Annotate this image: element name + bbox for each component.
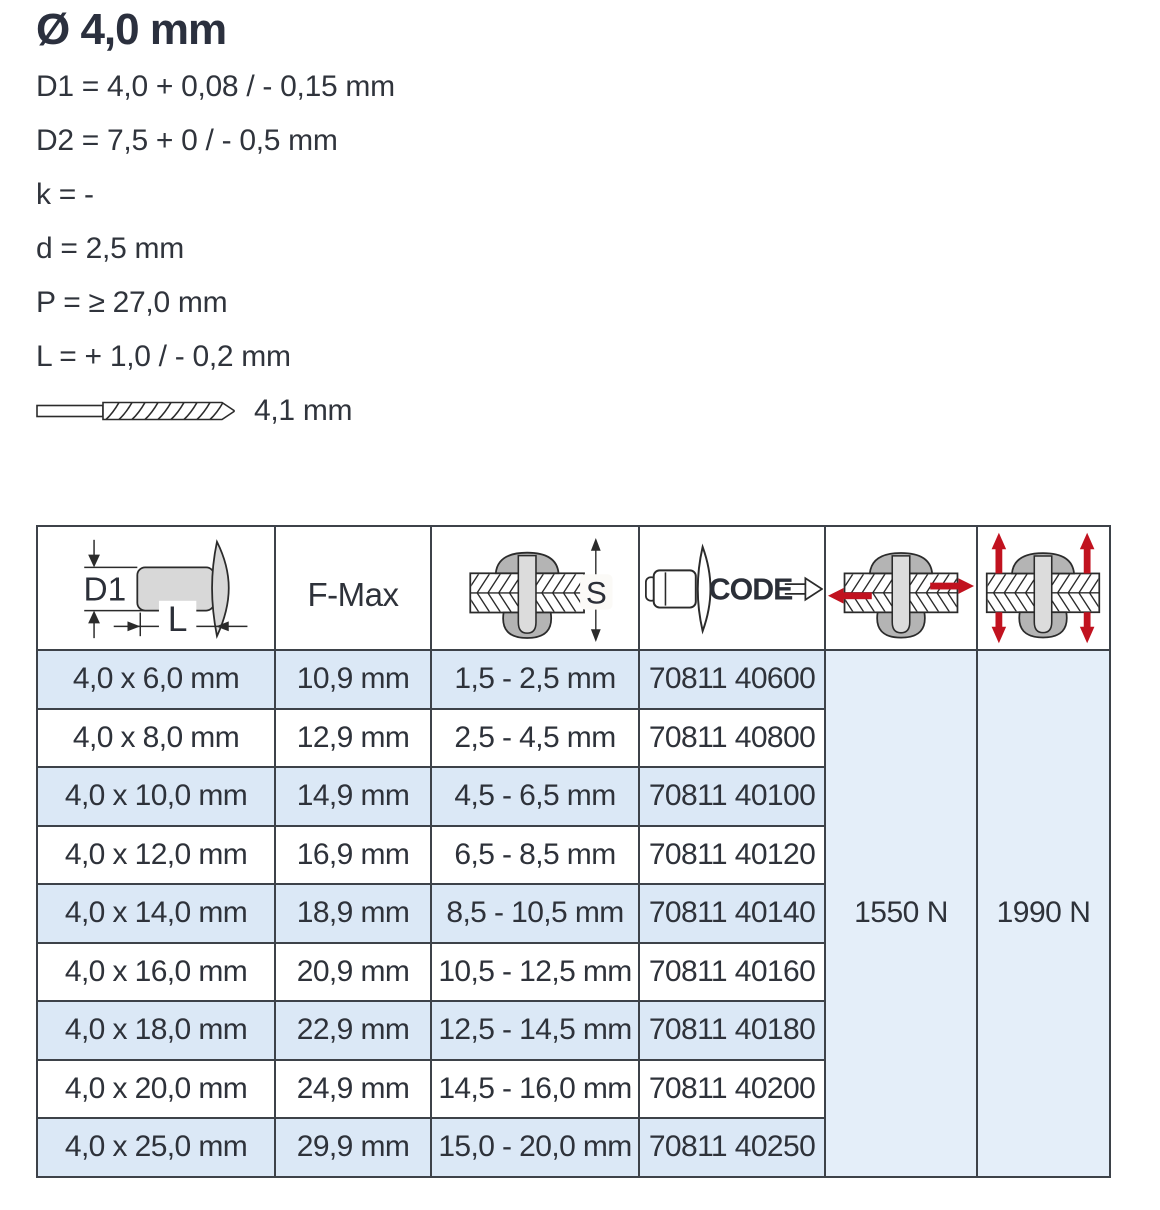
cell-fmax: 14,9 mm: [276, 768, 432, 827]
cell-fmax: 16,9 mm: [276, 827, 432, 886]
cell-code: 70811 40160: [640, 944, 826, 1003]
cell-code: 70811 40600: [640, 651, 826, 710]
rivet-code-icon: [641, 528, 823, 648]
cell-fmax: 12,9 mm: [276, 710, 432, 769]
cell-fmax: 10,9 mm: [276, 651, 432, 710]
cell-grip: 15,0 - 20,0 mm: [432, 1119, 640, 1178]
tensile-strength-icon: [979, 528, 1108, 648]
spec-line-d: d = 2,5 mm: [36, 232, 184, 265]
cell-fmax: 20,9 mm: [276, 944, 432, 1003]
header-shear-strength: [826, 527, 978, 651]
header-grip-range: [432, 527, 640, 651]
rivet-table: [36, 525, 1111, 1178]
grip-range-icon: [433, 528, 637, 648]
cell-code: 70811 40200: [640, 1061, 826, 1120]
tensile-strength-value: 1990 N: [978, 651, 1111, 1178]
cell-size: 4,0 x 12,0 mm: [38, 827, 276, 886]
cell-size: 4,0 x 14,0 mm: [38, 885, 276, 944]
cell-code: 70811 40100: [640, 768, 826, 827]
cell-fmax: 24,9 mm: [276, 1061, 432, 1120]
l-dimension-label: L: [167, 599, 188, 639]
spec-line-d1: D1 = 4,0 + 0,08 / - 0,15 mm: [36, 70, 395, 103]
cell-size: 4,0 x 16,0 mm: [38, 944, 276, 1003]
drill-bit-icon: [36, 393, 236, 429]
cell-code: 70811 40800: [640, 710, 826, 769]
d1-dimension-label: D1: [83, 571, 127, 609]
drill-size-row: [36, 384, 1160, 438]
cell-grip: 14,5 - 16,0 mm: [432, 1061, 640, 1120]
cell-grip: 1,5 - 2,5 mm: [432, 651, 640, 710]
cell-fmax: 22,9 mm: [276, 1002, 432, 1061]
cell-code: 70811 40180: [640, 1002, 826, 1061]
cell-size: 4,0 x 6,0 mm: [38, 651, 276, 710]
cell-grip: 8,5 - 10,5 mm: [432, 885, 640, 944]
header-tensile-strength: [978, 527, 1111, 651]
drill-size-label: 4,1 mm: [254, 394, 353, 427]
header-code-diagram: [640, 527, 826, 651]
cell-size: 4,0 x 18,0 mm: [38, 1002, 276, 1061]
spec-line-k: k = -: [36, 178, 94, 211]
page-title: Ø 4,0 mm: [36, 5, 227, 54]
shear-strength-value: 1550 N: [826, 651, 978, 1178]
cell-size: 4,0 x 25,0 mm: [38, 1119, 276, 1178]
cell-size: 4,0 x 8,0 mm: [38, 710, 276, 769]
cell-fmax: 29,9 mm: [276, 1119, 432, 1178]
spec-line-d2: D2 = 7,5 + 0 / - 0,5 mm: [36, 124, 338, 157]
cell-code: 70811 40140: [640, 885, 826, 944]
cell-grip: 10,5 - 12,5 mm: [432, 944, 640, 1003]
code-label: CODE: [708, 573, 793, 607]
spec-list: [36, 60, 1160, 438]
cell-size: 4,0 x 10,0 mm: [38, 768, 276, 827]
shear-strength-icon: [827, 528, 975, 648]
cell-code: 70811 40120: [640, 827, 826, 886]
cell-size: 4,0 x 20,0 mm: [38, 1061, 276, 1120]
rivet-dimensions-icon: [39, 528, 273, 648]
cell-grip: 6,5 - 8,5 mm: [432, 827, 640, 886]
cell-code: 70811 40250: [640, 1119, 826, 1178]
header-size-diagram: [38, 527, 276, 651]
cell-grip: 4,5 - 6,5 mm: [432, 768, 640, 827]
header-fmax: F-Max: [276, 527, 432, 651]
cell-fmax: 18,9 mm: [276, 885, 432, 944]
cell-grip: 2,5 - 4,5 mm: [432, 710, 640, 769]
spec-line-p: P = ≥ 27,0 mm: [36, 286, 228, 319]
grip-range-label: S: [585, 575, 607, 611]
cell-grip: 12,5 - 14,5 mm: [432, 1002, 640, 1061]
spec-line-l: L = + 1,0 / - 0,2 mm: [36, 340, 291, 373]
